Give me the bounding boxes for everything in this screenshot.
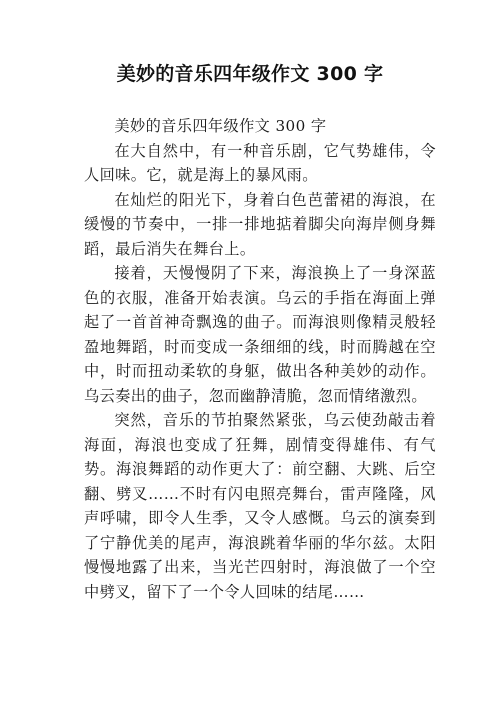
paragraph: 在大自然中，有一种音乐剧，它气势雄伟，令人回味。它，就是海上的暴风雨。 bbox=[84, 141, 436, 184]
paragraph: 突然，音乐的节拍聚然紧张，乌云使劲敲击着海面，海浪也变成了狂舞，剧情变得雄伟、有气势。海浪舞蹈的动作更大了：前空翻、大跳、后空翻、劈叉……不时有闪电照亮舞台，雷声隆隆，风声呼啸，即令人生季，又令人感慨。乌云的演奏到了宁静优美的尾声，海浪跳着华丽的华尔兹。太阳慢慢地露了出来，当光芒四射时，海浪做了一个空中劈叉，留下了一个令人回味的结尾…… bbox=[84, 411, 436, 601]
paragraph: 接着，天慢慢阴了下来，海浪换上了一身深蓝色的衣服，准备开始表演。乌云的手指在海面上弹起了一首首神奇飘逸的曲子。而海浪则像精灵般轻盈地舞蹈，时而变成一条细细的线，时而腾越在空中，时而扭动柔软的身躯，做出各种美妙的动作。乌云奏出的曲子，忽而幽静清脆，忽而情绪激烈。 bbox=[84, 264, 436, 405]
document-body bbox=[84, 114, 436, 604]
document-title: 美妙的音乐四年级作文 300 字 bbox=[116, 63, 384, 85]
paragraph: 在灿烂的阳光下，身着白色芭蕾裙的海浪，在缓慢的节奏中，一排一排地掂着脚尖向海岸侧身舞蹈，最后消失在舞台上。 bbox=[84, 190, 436, 258]
paragraph-subtitle: 美妙的音乐四年级作文 300 字 bbox=[114, 117, 327, 135]
